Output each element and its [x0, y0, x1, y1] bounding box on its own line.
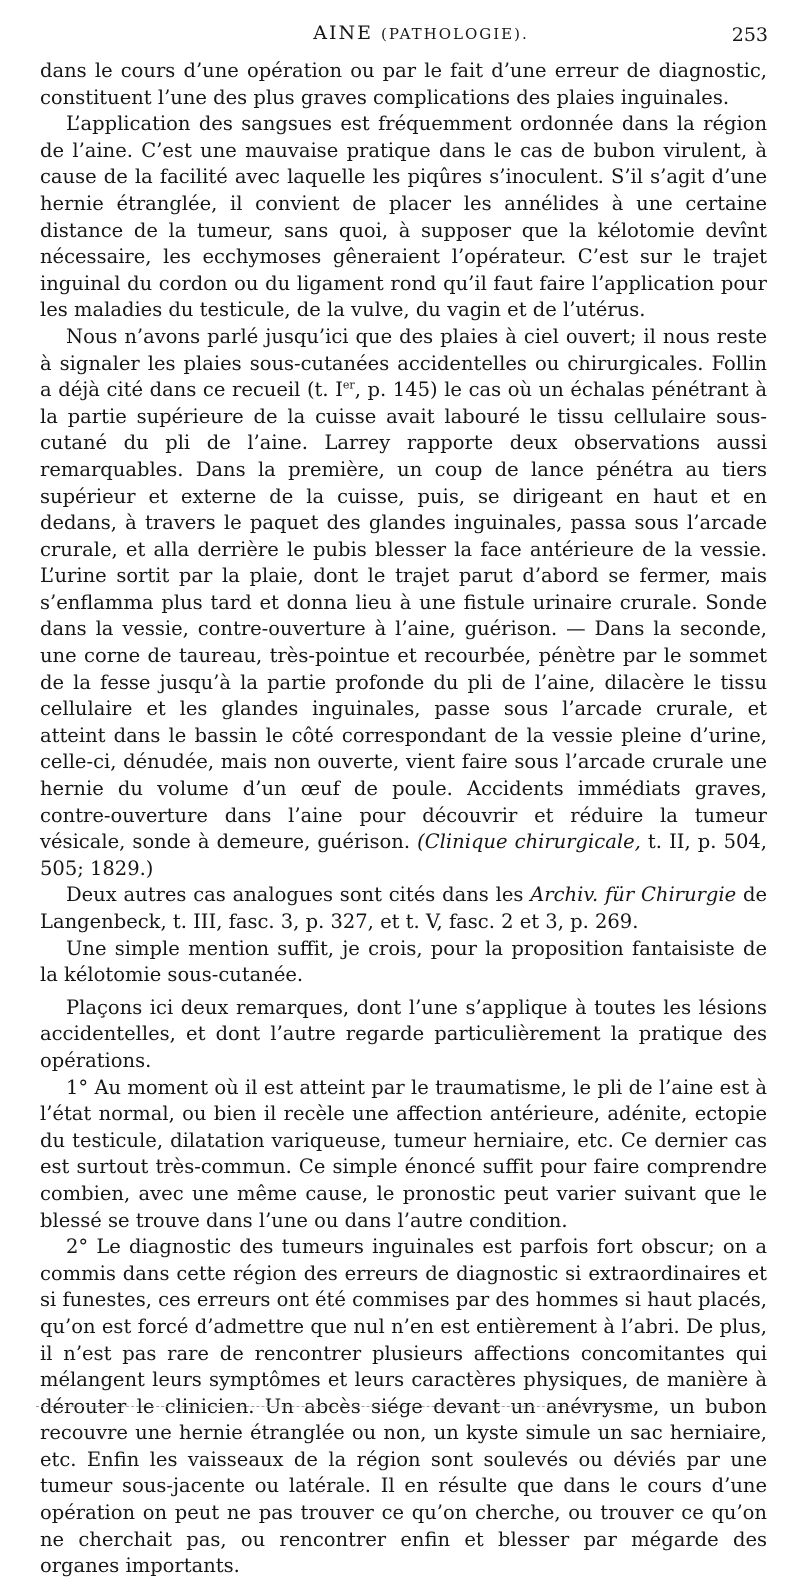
paragraph-text: Deux autres cas analogues sont cités dans les: [66, 883, 531, 907]
paragraph-subcutaneous-wounds: [40, 324, 767, 882]
running-title: [40, 22, 772, 44]
journal-title: Archiv. für Chirurgie: [530, 883, 737, 907]
page-header: [40, 22, 772, 52]
paragraph-langenbeck: [40, 882, 767, 935]
paragraph-remark-2: 2° Le diagnostic des tumeurs inguinales est parfois fort obscur; on a commis dans cette région des erreurs de diagnostic si extraordinaires et si funestes, ces erreurs ont été commises par des hommes si haut placés, qu’on est forcé d’admettre que nul n’en est entièrement à l’abri. De plus, il n’est pas rare de rencontrer plusieurs affections concomitantes qui mélangent leurs symptômes et leurs caractères physiques, de manière à dérouter le clinicien. Un abcès siége devant un anévrysme, un bubon recouvre une hernie étranglée ou non, un kyste simule un sac herniaire, etc. Enfin les vaisseaux de la région sont soulevés ou déviés par une tumeur sous-jacente ou latérale. Il en résulte que dans le cours d’une opération on peut ne pas trouver ce qu’on cherche, ou trouver ce qu’on ne cherchait pas, ou rencontrer enfin et blesser par mégarde des organes importants.: [40, 1235, 767, 1578]
paragraph-text: de Langenbeck, t. III, fasc. 3, p. 327, et t. V, fasc. 2 et 3, p. 269.: [40, 883, 767, 933]
body-text: [40, 58, 767, 1580]
paragraph-remark-1: 1° Au moment où il est atteint par le traumatisme, le pli de l’aine est à l’état normal, ou bien il recèle une affection antérieure, adénite, ectopie du testicule, dilatation variqueuse, tumeur herniaire, etc. Ce dernier cas est surtout très-commun. Ce simple énoncé suffit pour faire comprendre combien, avec une même cause, le pronostic peut varier suivant que le blessé se trouve dans l’une ou dans l’autre condition.: [40, 1075, 767, 1232]
running-title-subtitle: (PATHOLOGIE).: [381, 25, 529, 43]
running-title-main: AINE: [313, 22, 373, 44]
paragraph-kelotomie: Une simple mention suffit, je crois, pour la proposition fantaisiste de la kélotomie sous-cutanée.: [40, 936, 767, 987]
citation-title: (Clinique chirurgicale,: [417, 830, 641, 854]
superscript-er: er: [342, 378, 355, 392]
page-number: 253: [731, 24, 768, 46]
paragraph-continuation: dans le cours d’une opération ou par le fait d’une erreur de diagnostic, constituent l’une des plus graves complications des plaies inguinales.: [40, 59, 767, 109]
paragraph-leeches: L’application des sangsues est fréquemment ordonnée dans la région de l’aine. C’est une mauvaise pratique dans le cas de bubon virulent, à cause de la facilité avec laquelle les piqûres s’inoculent. S’il s’agit d’une hernie étranglée, il convient de placer les annélides à une certaine distance de la tumeur, sans quoi, à supposer que la kélotomie devînt nécessaire, les ecchymoses gêneraient l’opérateur. C’est sur le trajet inguinal du cordon ou du ligament rond qu’il faut faire l’application pour les maladies du testicule, de la vulve, du vagin et de l’utérus.: [40, 112, 767, 322]
paragraph-text: Nous n’avons parlé jusqu’ici que des plaies à ciel ouvert; il nous reste à signaler les plaies sous-cutanées accidentelles ou chirurgicales. Follin a déjà cité dans ce recueil (t. I: [40, 324, 767, 402]
footer-rule: [36, 1406, 650, 1407]
paragraph-remarks: Plaçons ici deux remarques, dont l’une s’applique à toutes les lésions accidentelles, et dont l’autre regarde particulièrement la pratique des opérations.: [40, 995, 767, 1072]
citation-reference: t. II, p. 504, 505; 1829.): [40, 830, 767, 880]
paragraph-text: , p. 145) le cas où un échalas pénétrant à la partie supérieure de la cuisse avait labouré le tissu cellulaire sous-cutané du pli de l’aine. Larrey rapporte deux observations aussi remarquables. Dans la première, un coup de lance pénétra au tiers supérieur et externe de la cuisse, puis, se dirigeant en haut et en dedans, à travers le paquet des glandes inguinales, passa sous l’arcade crurale, et alla derrière le pubis blesser la face antérieure de la vessie. L’urine sortit par la plaie, dont le trajet parut d’abord se fermer, mais s’enflamma plus tard et donna lieu à une fistule urinaire crurale. Sonde dans la vessie, contre-ouverture à l’aine, guérison. — Dans la seconde, une corne de taureau, très-pointue et recourbée, pénètre par le sommet de la fesse jusqu’à la partie profonde du pli de l’aine, dilacère le tissu cellulaire et les glandes inguinales, passe sous l’arcade crurale, et atteint dans le bassin le côté correspondant de la vessie pleine d’urine, celle-ci, dénudée, mais non ouverte, vient faire sous l’arcade crurale une hernie du volume d’un œuf de poule. Accidents immédiats graves, contre-ouverture dans l’aine pour découvrir et réduire la tumeur vésicale, sonde à demeure, guérison.: [40, 378, 767, 854]
